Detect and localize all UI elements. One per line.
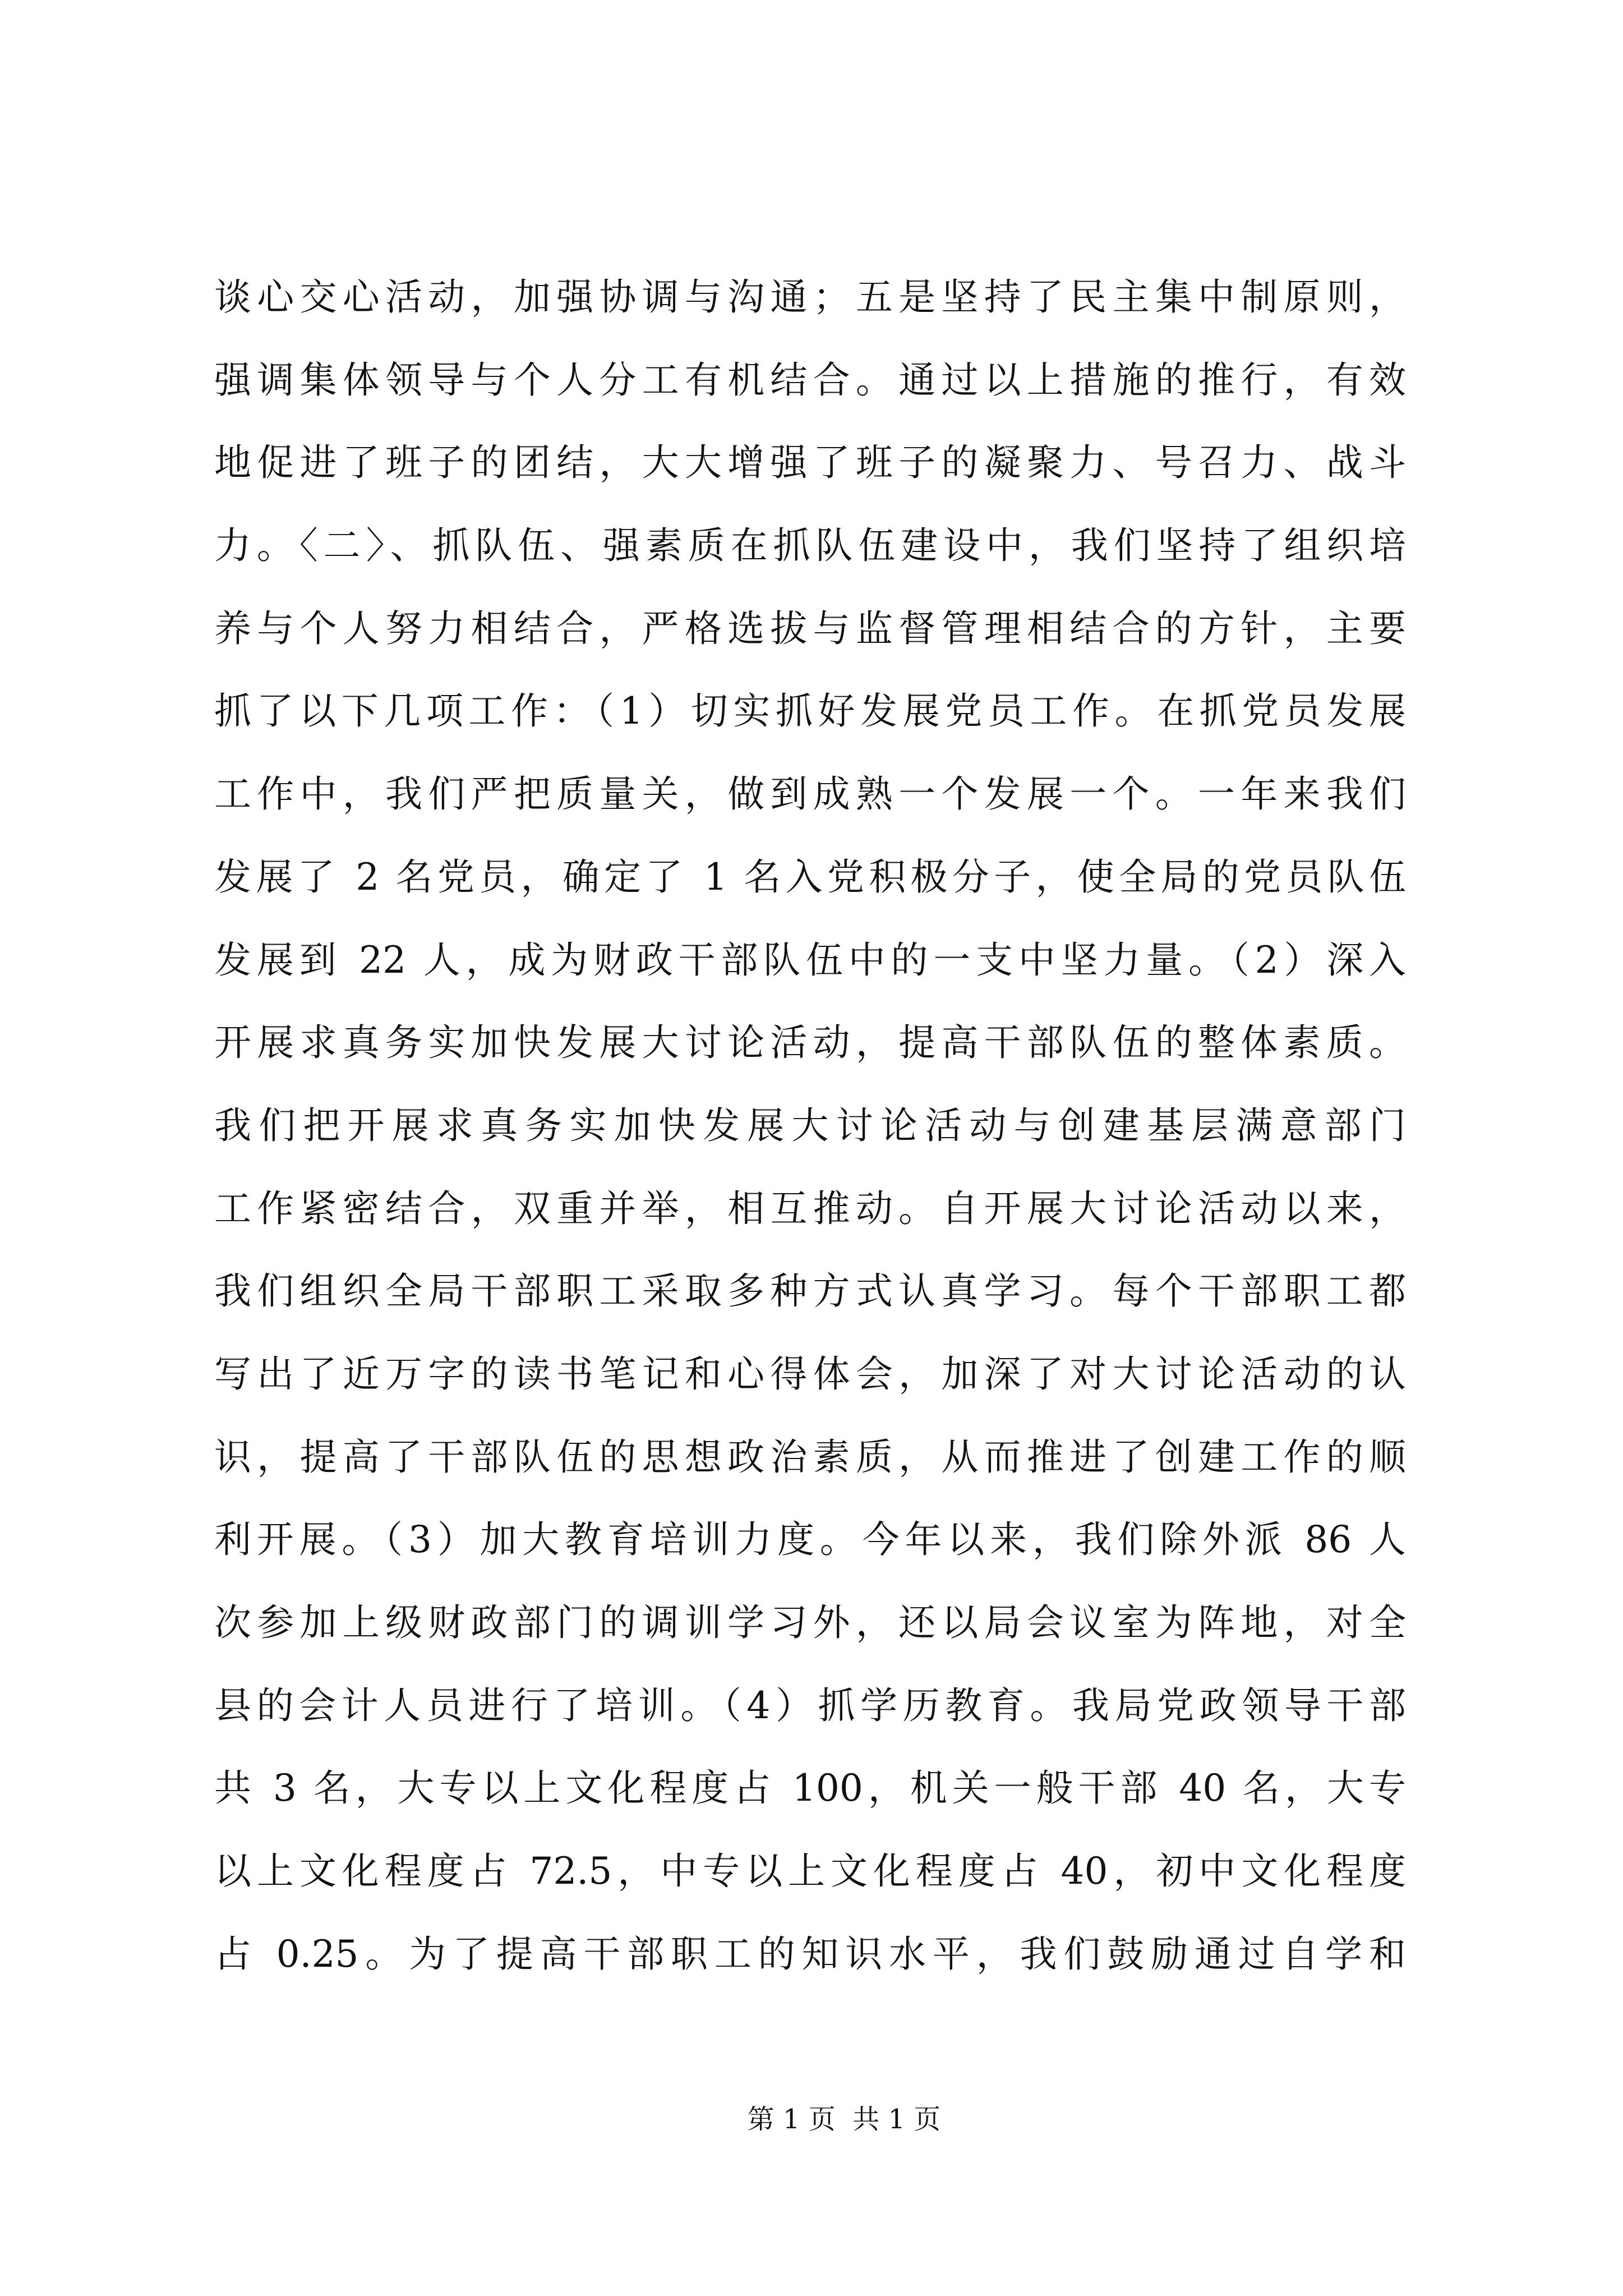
text-line: 以上文化程度占 72.5，中专以上文化程度占 40，初中文化程度 xyxy=(214,1849,1406,1893)
text-line: 工作中，我们严把质量关，做到成熟一个发展一个。一年来我们 xyxy=(214,772,1406,816)
text-line: 发展到 22 人，成为财政干部队伍中的一支中坚力量。（2）深入 xyxy=(214,938,1406,982)
text-line: 写出了近万字的读书笔记和心得体会，加深了对大讨论活动的认 xyxy=(214,1352,1406,1396)
text-line: 我们组织全局干部职工采取多种方式认真学习。每个干部职工都 xyxy=(214,1269,1406,1313)
text-line: 开展求真务实加快发展大讨论活动，提高干部队伍的整体素质。 xyxy=(214,1021,1406,1065)
text-line: 占 0.25。为了提高干部职工的知识水平，我们鼓励通过自学和 xyxy=(214,1932,1406,1976)
text-line: 利开展。（3）加大教育培训力度。今年以来，我们除外派 86 人 xyxy=(214,1518,1406,1562)
text-line: 抓了以下几项工作：（1）切实抓好发展党员工作。在抓党员发展 xyxy=(214,689,1406,733)
body-text xyxy=(214,256,1406,1995)
text-line: 强调集体领导与个人分工有机结合。通过以上措施的推行，有效 xyxy=(214,358,1406,402)
text-line: 地促进了班子的团结，大大增强了班子的凝聚力、号召力、战斗 xyxy=(214,441,1406,485)
text-line: 次参加上级财政部门的调训学习外，还以局会议室为阵地，对全 xyxy=(214,1601,1406,1644)
text-line: 县的会计人员进行了培训。（4）抓学历教育。我局党政领导干部 xyxy=(214,1683,1406,1727)
page-footer: 第 1 页 共 1 页 xyxy=(747,2104,941,2135)
text-line: 力。〈二〉、抓队伍、强素质在抓队伍建设中，我们坚持了组织培 xyxy=(214,524,1406,568)
text-line: 我们把开展求真务实加快发展大讨论活动与创建基层满意部门 xyxy=(214,1103,1406,1147)
text-line: 养与个人努力相结合，严格选拔与监督管理相结合的方针，主要 xyxy=(214,606,1406,650)
text-line: 发展了 2 名党员，确定了 1 名入党积极分子，使全局的党员队伍 xyxy=(214,855,1406,899)
text-line: 工作紧密结合，双重并举，相互推动。自开展大讨论活动以来， xyxy=(214,1186,1406,1230)
text-line: 共 3 名，大专以上文化程度占 100，机关一般干部 40 名，大专 xyxy=(214,1766,1406,1810)
text-line: 谈心交心活动，加强协调与沟通；五是坚持了民主集中制原则， xyxy=(214,275,1406,319)
text-line: 识，提高了干部队伍的思想政治素质，从而推进了创建工作的顺 xyxy=(214,1435,1406,1479)
